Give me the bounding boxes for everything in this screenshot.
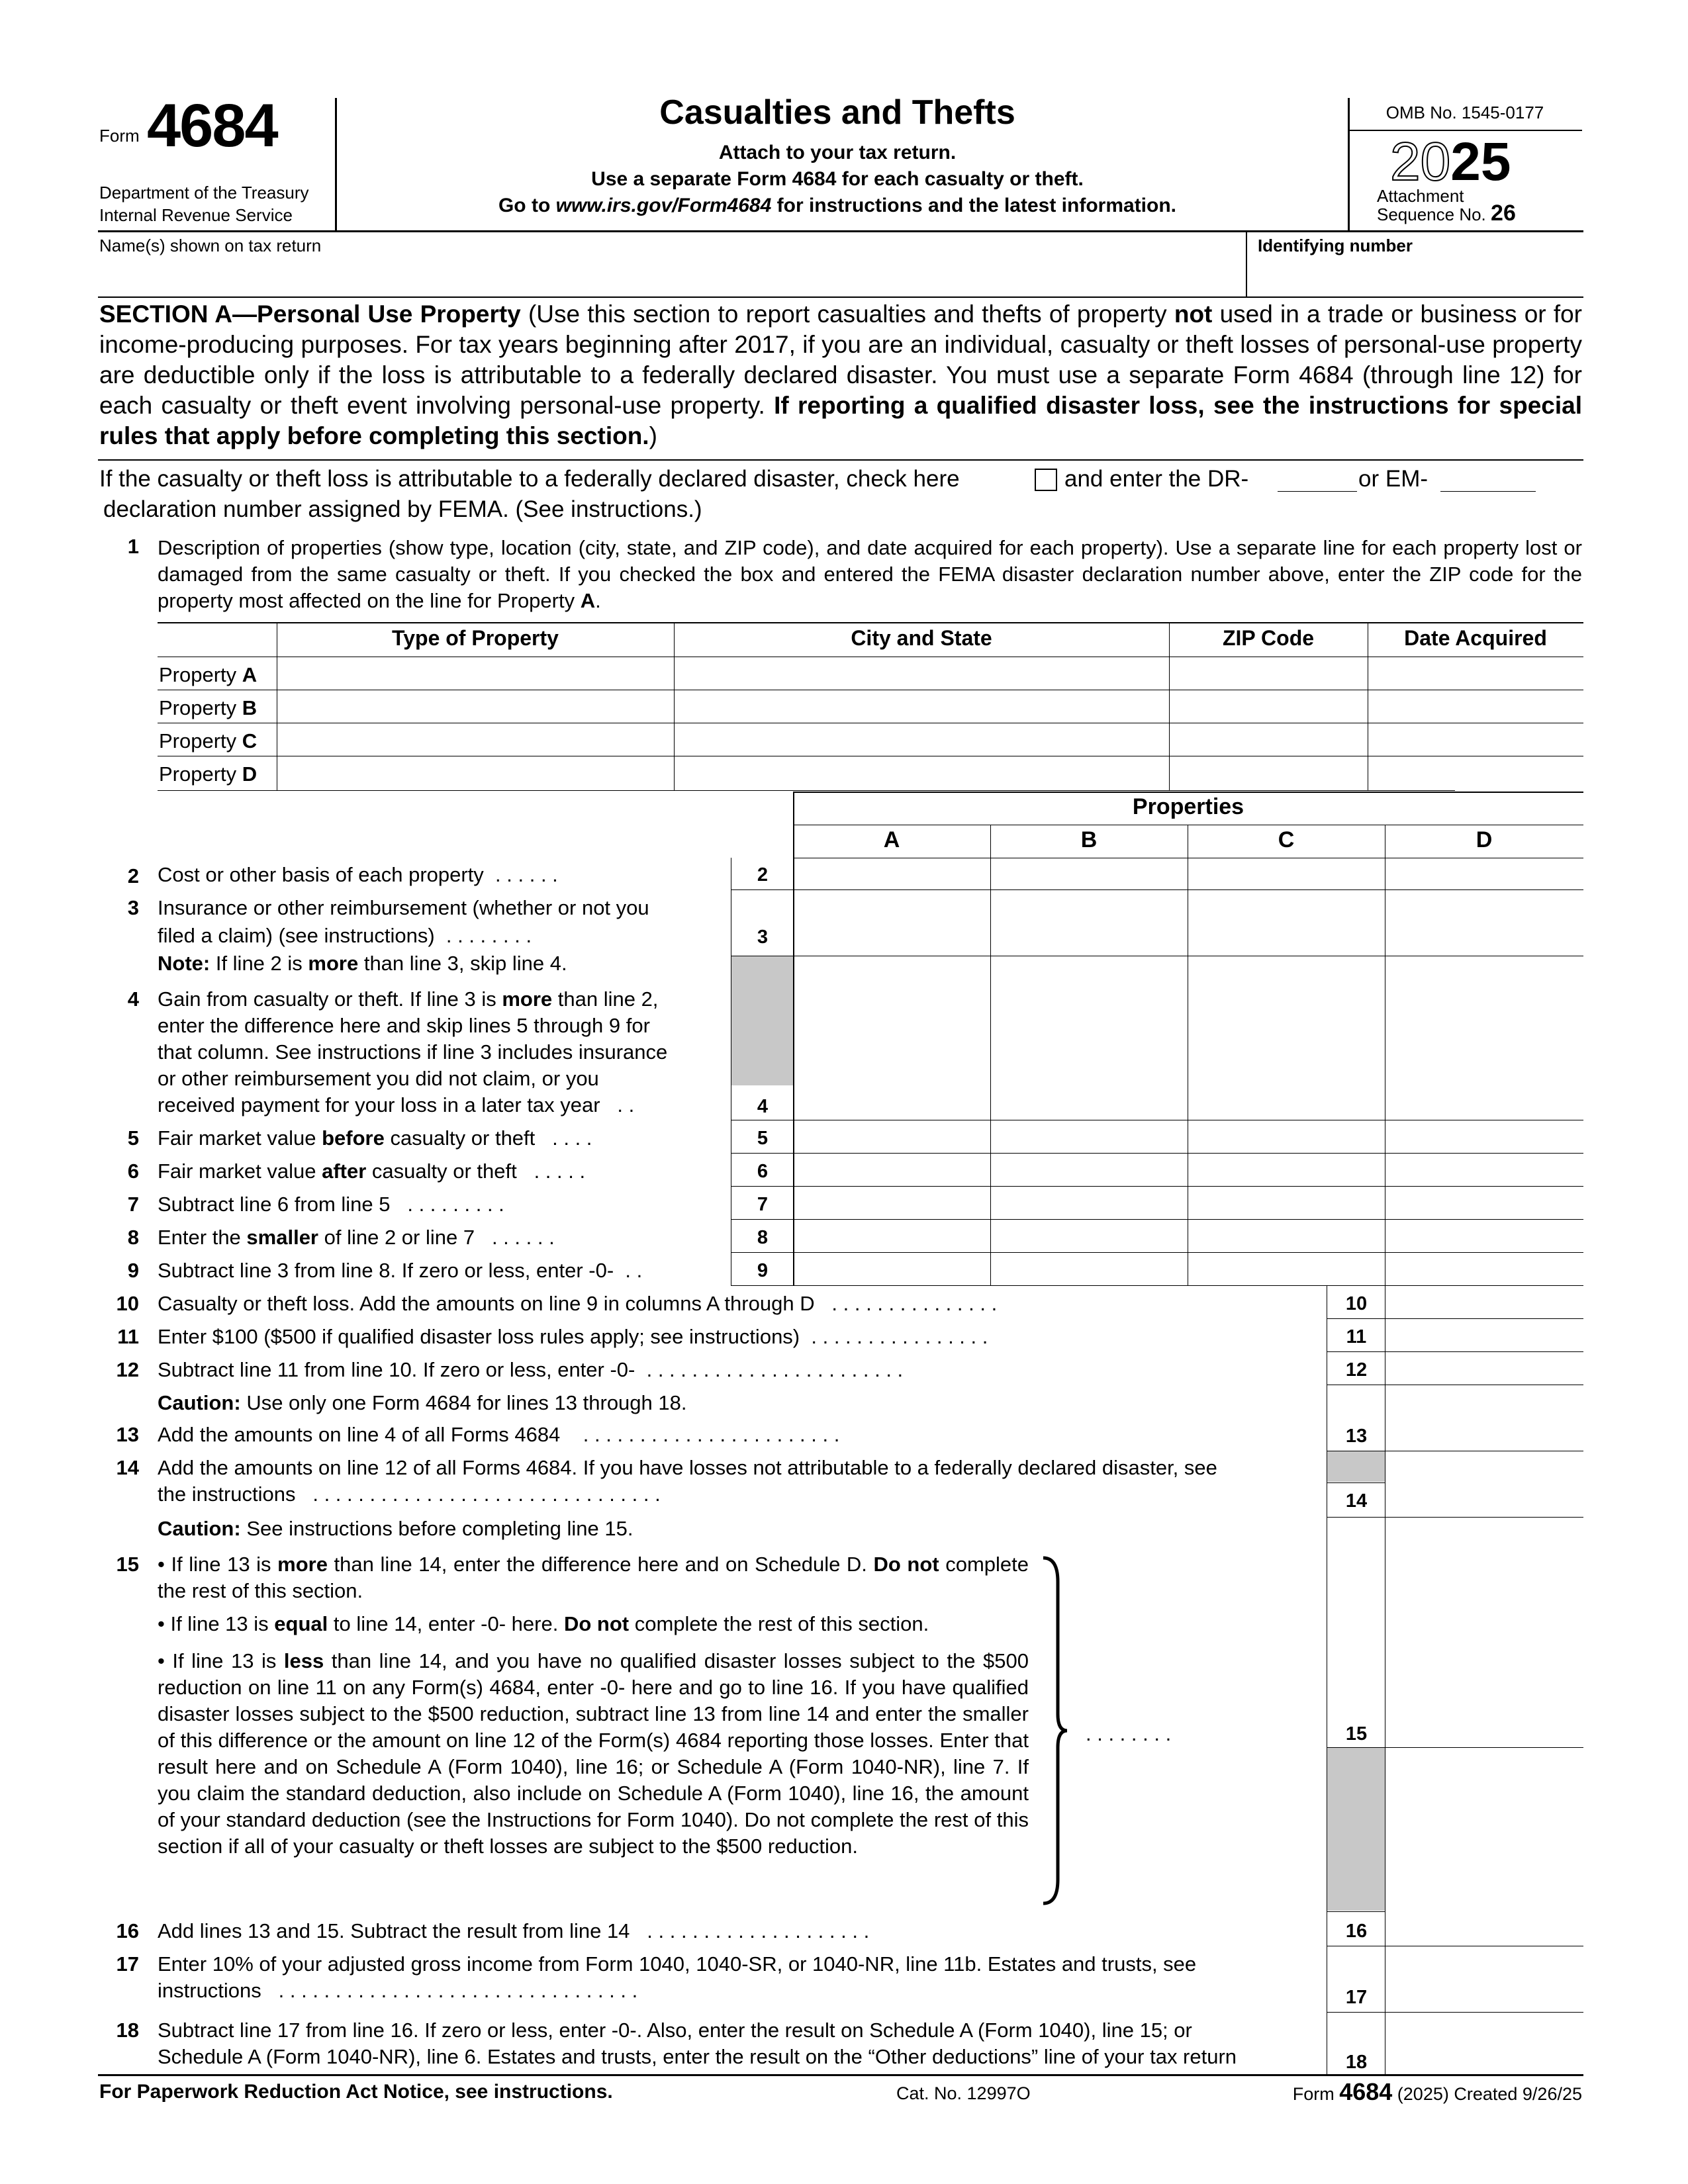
property-b-label: Property B [159,696,258,719]
line-3-note: Note: If line 2 is more than line 3, skip line 4. [158,952,567,975]
line-6-text: Fair market value after casualty or theft . . . . . [158,1160,586,1183]
line-4-text-4: or other reimbursement you did not claim, or you [158,1067,599,1090]
line-17-amount-field[interactable] [1386,1947,1582,2011]
line-8-col-d-field[interactable] [1386,1220,1582,1251]
line-5-text: Fair market value before casualty or theft . . . . [158,1126,592,1150]
line-18-text-1: Subtract line 17 from line 16. If zero or less, enter -0-. Also, enter the result on Schedule A (Form 1040), line 15; or [158,2019,1192,2042]
property-b-city-field[interactable] [675,691,1168,721]
line-15-dots: . . . . . . . . [1086,1722,1172,1745]
property-a-city-field[interactable] [675,658,1168,688]
section-a-rule [98,459,1583,461]
line-17-number: 17 [116,1952,139,1976]
line-6-number: 6 [127,1160,139,1183]
property-table-bottom [158,790,1455,791]
line-5-number: 5 [127,1126,139,1150]
line-14-text-2: the instructions . . . . . . . . . . . . . . . . . . . . . . . . . . . . . . . [158,1482,661,1506]
line-12-amount-field[interactable] [1386,1353,1582,1383]
line-4-number: 4 [127,987,139,1011]
line-6-col-a-field[interactable] [794,1154,989,1185]
name-label: Name(s) shown on tax return [99,236,322,255]
line-7-col-a-field[interactable] [794,1187,989,1218]
line-7-col-b-field[interactable] [992,1187,1186,1218]
line-2-text: Cost or other basis of each property . . . . . . [158,863,558,886]
omb-number: OMB No. 1545-0177 [1385,103,1544,122]
line-3-text-1: Insurance or other reimbursement (whether or not you [158,896,649,919]
property-c-type-field[interactable] [278,724,673,754]
line-14-amount-field[interactable] [1386,1452,1582,1516]
line-17-text-2: instructions . . . . . . . . . . . . . . . . . . . . . . . . . . . . . . . . [158,1979,638,2002]
line-2-number: 2 [127,864,139,887]
footer-rule [98,2074,1583,2076]
line-4-text-5: received payment for your loss in a later tax year . . [158,1093,635,1116]
line-16-text: Add lines 13 and 15. Subtract the result from line 14 . . . . . . . . . . . . . . . . . . . . [158,1919,870,1942]
property-c-label: Property C [159,729,258,752]
form-number: 4684 [147,92,277,159]
subtitle-separate: Use a separate Form 4684 for each casualty or theft. [591,168,1084,190]
line-18-number: 18 [116,2019,139,2042]
line-7-box: 7 [757,1194,769,1215]
property-c-zip-field[interactable] [1170,724,1366,754]
property-col-line-2 [674,622,675,790]
line-8-col-c-field[interactable] [1189,1220,1383,1251]
line-2-col-a-field[interactable] [794,859,989,888]
identifying-number-label: Identifying number [1258,236,1413,255]
line-14-number: 14 [116,1456,139,1479]
line-16-box: 16 [1345,1921,1368,1942]
line-18-box: 18 [1345,2052,1368,2073]
line-8-col-b-field[interactable] [992,1220,1186,1251]
line-13-text: Add the amounts on line 4 of all Forms 4684 . . . . . . . . . . . . . . . . . . . . . . . [158,1423,840,1446]
property-c-city-field[interactable] [675,724,1168,754]
line-7-text: Subtract line 6 from line 5 . . . . . . . . . [158,1193,504,1216]
line-13-amount-field[interactable] [1386,1386,1582,1449]
header-city-state: City and State [851,626,992,650]
line-2-col-d-field[interactable] [1386,859,1582,888]
dr-number-line [1278,491,1357,492]
line-1-number: 1 [127,535,139,558]
line-9-col-a-field[interactable] [794,1253,989,1284]
form-label: Form [99,126,140,146]
line-8-col-a-field[interactable] [794,1220,989,1251]
line-4-text-2: enter the difference here and skip lines 5 through 9 for [158,1014,650,1037]
fema-disaster-checkbox[interactable] [1035,469,1057,491]
line-6-col-b-field[interactable] [992,1154,1186,1185]
line-10-amount-field[interactable] [1386,1287,1582,1317]
line-4-shaded-area [731,956,793,1085]
line-5-col-a-field[interactable] [794,1121,989,1152]
header-zip-code: ZIP Code [1222,626,1315,650]
header-type-of-property: Type of Property [392,626,559,650]
rule-after-2 [731,889,1583,890]
column-a-header: A [883,827,900,852]
sequence-number: Sequence No. 26 [1377,201,1516,226]
tax-year: 2025 [1390,132,1511,192]
line-14-box: 14 [1345,1490,1368,1512]
line-10-text: Casualty or theft loss. Add the amounts on line 9 in columns A through D . . . . . . . . . . . . . . . [158,1292,998,1315]
line-14-text-1: Add the amounts on line 12 of all Forms 4684. If you have losses not attributable to a federally declared disaster, see [158,1456,1217,1479]
fema-text-3: or EM- [1358,466,1428,492]
header-divider-left [335,98,337,230]
line-5-col-b-field[interactable] [992,1121,1186,1152]
paperwork-notice: For Paperwork Reduction Act Notice, see instructions. [99,2081,613,2103]
line-15-bullet-less: • If line 13 is less than line 14, and you have no qualified disaster losses subject to the $500 reduction on line 11 on any Form(s) 4684, enter -0- here and go to line 16. If you have qualified disaster losses subject to the $500 reduction, subtract line 13 from line 14 and enter the smaller of this difference or the amount on line 12 of the Form(s) 4684 reporting those losses. Enter that result here and on Schedule A (Form 1040), line 16; or Schedule A (Form 1040-NR), line 7. If you claim the standard deduction, also include on Schedule A (Form 1040), line 16, the amount of your standard deduction (see the Instructions for Form 1040). Do not complete the rest of this section if all of your casualty or theft losses are subject to the $500 reduction. [158,1649,1029,1858]
line-10-box: 10 [1345,1293,1368,1314]
column-c-header: C [1278,827,1295,852]
line-5-col-c-field[interactable] [1189,1121,1383,1152]
header-bottom-rule [98,230,1583,232]
property-d-city-field[interactable] [675,757,1168,789]
line-1-description: Description of properties (show type, location (city, state, and ZIP code), and date acquired for each property). Use a separate line for each property lost or damaged from the same casualty or theft. If you checked the box and entered the FEMA disaster declaration number above, enter the ZIP code for the property most affected on the line for Property A. [158,536,1582,612]
property-b-zip-field[interactable] [1170,691,1366,721]
dr-number-field[interactable] [1278,463,1357,491]
property-b-date-field[interactable] [1369,691,1582,721]
line-18-text-2: Schedule A (Form 1040-NR), line 6. Estates and trusts, enter the result on the “Other deductions” line of your tax return [158,2045,1237,2068]
line-15-shade-bottom [1327,1911,1385,1912]
line-13-box: 13 [1345,1426,1368,1447]
rule-after-7 [731,1219,1583,1220]
line-5-col-d-field[interactable] [1386,1121,1582,1152]
property-a-label: Property A [159,663,258,686]
line-11-number: 11 [117,1325,139,1348]
line-7-col-d-field[interactable] [1386,1187,1582,1218]
identifying-number-field[interactable] [1251,258,1582,295]
line-3-col-c-field[interactable] [1189,891,1383,954]
line-6-box: 6 [757,1161,769,1182]
section-a-heading: SECTION A—Personal Use Property [99,300,521,328]
rule-after-11 [1327,1351,1583,1352]
line-2-box: 2 [757,864,769,886]
line-9-col-d-field[interactable] [1386,1253,1582,1284]
line-7-number: 7 [127,1193,139,1216]
caution-lines-13-18: Caution: Use only one Form 4684 for lines 13 through 18. [158,1391,687,1414]
line-7-col-c-field[interactable] [1189,1187,1383,1218]
properties-title: Properties [1132,794,1244,819]
footer-form-id: Form 4684 (2025) Created 9/26/25 [1292,2078,1582,2105]
line-9-col-c-field[interactable] [1189,1253,1383,1284]
line-2-col-c-field[interactable] [1189,859,1383,888]
fema-text-1: If the casualty or theft loss is attributable to a federally declared disaster, check here [99,466,960,492]
line-11-amount-field[interactable] [1386,1320,1582,1350]
property-d-label: Property D [159,762,258,786]
omb-divider [1348,130,1582,131]
line-9-box: 9 [757,1260,769,1281]
line-4-col-a-field[interactable] [794,957,989,1118]
line-8-text: Enter the smaller of line 2 or line 7 . . . . . . [158,1226,555,1249]
line-9-col-b-field[interactable] [992,1253,1186,1284]
line-12-number: 12 [116,1358,139,1381]
header-date-acquired: Date Acquired [1404,626,1547,650]
line-17-text-1: Enter 10% of your adjusted gross income from Form 1040, 1040-SR, or 1040-NR, line 11b. Estates and trusts, see [158,1952,1197,1976]
line-13-number: 13 [116,1423,139,1446]
subtitle-instructions: Go to www.irs.gov/Form4684 for instructions and the latest information. [498,195,1177,216]
line-4-col-c-field[interactable] [1189,957,1383,1118]
line-4-col-b-field[interactable] [992,957,1186,1118]
property-c-date-field[interactable] [1369,724,1582,754]
line-8-number: 8 [127,1226,139,1249]
rule-after-9 [731,1285,1583,1286]
irs-url-link[interactable]: www.irs.gov/Form4684 [555,195,772,216]
line-5-box: 5 [757,1128,769,1149]
section-a-intro: SECTION A—Personal Use Property (Use this section to report casualties and thefts of property not used in a trade or business or for income-producing purposes. For tax years beginning after 2017, if you are an individual, casualty or theft losses of personal-use property are deductible only if the loss is attributable to a federally declared disaster. You must use a separate Form 4684 (through line 12) for each casualty or theft event involving personal-use property. If reporting a qualified disaster loss, see the instructions for special rules that apply before completing this section.) [99,300,1583,449]
property-d-date-field[interactable] [1369,757,1582,789]
property-table-top [158,622,1583,623]
line-3-col-a-field[interactable] [794,891,989,954]
grid-col-b-left [990,825,991,1285]
rule-after-8 [731,1252,1583,1253]
name-id-divider [1246,230,1247,296]
line-16-amount-field[interactable] [1386,1749,1582,1944]
line-3-box: 3 [757,927,769,948]
line-3-text-2: filed a claim) (see instructions) . . . . . . . . [158,924,532,947]
property-a-date-field[interactable] [1369,658,1582,688]
property-d-type-field[interactable] [278,757,673,789]
em-number-field[interactable] [1440,463,1536,491]
column-d-header: D [1476,827,1493,852]
line-15-bullet-more: • If line 13 is more than line 14, enter the difference here and on Schedule D. Do not complete the rest of this section. [158,1553,1029,1602]
line-2-col-b-field[interactable] [992,859,1186,888]
catalog-number: Cat. No. 12997O [896,2083,1031,2103]
line-10-number: 10 [116,1292,139,1315]
rule-after-5 [731,1153,1583,1154]
line-4-text-1: Gain from casualty or theft. If line 3 is more than line 2, [158,987,659,1011]
line-4-box: 4 [757,1096,769,1117]
rule-after-17 [1327,2012,1583,2013]
line-15-box: 15 [1345,1723,1368,1745]
line-3-number: 3 [127,896,139,919]
rule-after-10 [1327,1318,1583,1319]
line-14-shade-bottom [1327,1482,1385,1483]
fema-text-2: and enter the DR- [1064,466,1249,492]
name-row-bottom-rule [98,296,1583,298]
line-15-bullet-equal: • If line 13 is equal to line 14, enter -0- here. Do not complete the rest of this section. [158,1612,929,1635]
line-4-col-d-field[interactable] [1386,957,1582,1118]
line-9-text: Subtract line 3 from line 8. If zero or less, enter -0- . . [158,1259,643,1282]
line-15-shaded-cell [1327,1748,1385,1911]
line-11-text: Enter $100 ($500 if qualified disaster loss rules apply; see instructions) . . . . . . . . . . . . . . . . [158,1325,988,1348]
line-15-amount-field[interactable] [1386,1518,1582,1746]
subtitle-attach: Attach to your tax return. [718,142,957,163]
line-3-col-b-field[interactable] [992,891,1186,954]
line-16-number: 16 [116,1919,139,1942]
line-11-box: 11 [1346,1326,1367,1347]
rule-after-14 [1327,1517,1583,1518]
property-a-zip-field[interactable] [1170,658,1366,688]
line-14-shaded-cell [1327,1451,1385,1482]
property-a-type-field[interactable] [278,658,673,688]
attachment-label: Attachment [1377,186,1464,206]
property-d-zip-field[interactable] [1170,757,1366,789]
fema-text-4: declaration number assigned by FEMA. (See instructions.) [103,496,702,522]
line-12-text: Subtract line 11 from line 10. If zero or less, enter -0- . . . . . . . . . . . . . . . . . . . . . . . [158,1358,904,1381]
em-number-line [1440,491,1536,492]
name-field[interactable] [99,258,1243,295]
internal-revenue-service: Internal Revenue Service [99,205,293,225]
line-18-amount-field[interactable] [1386,2013,1582,2073]
line-12-box: 12 [1345,1359,1368,1381]
form-title: Casualties and Thefts [659,93,1015,132]
line-17-box: 17 [1345,1987,1368,2008]
property-col-line-3 [1169,622,1170,790]
line-8-box: 8 [757,1227,769,1248]
column-b-header: B [1080,827,1098,852]
department-treasury: Department of the Treasury [99,183,309,203]
line-6-col-d-field[interactable] [1386,1154,1582,1185]
properties-grid-top [793,792,1583,793]
rule-after-6 [731,1186,1583,1187]
line-15-number: 15 [116,1553,139,1576]
property-b-type-field[interactable] [278,691,673,721]
line-15-brace [1038,1555,1071,1906]
line-4-text-3: that column. See instructions if line 3 includes insurance [158,1040,668,1064]
line-9-number: 9 [127,1259,139,1282]
line-3-col-d-field[interactable] [1386,891,1582,954]
line-6-col-c-field[interactable] [1189,1154,1383,1185]
caution-line-15: Caution: See instructions before completing line 15. [158,1517,633,1540]
